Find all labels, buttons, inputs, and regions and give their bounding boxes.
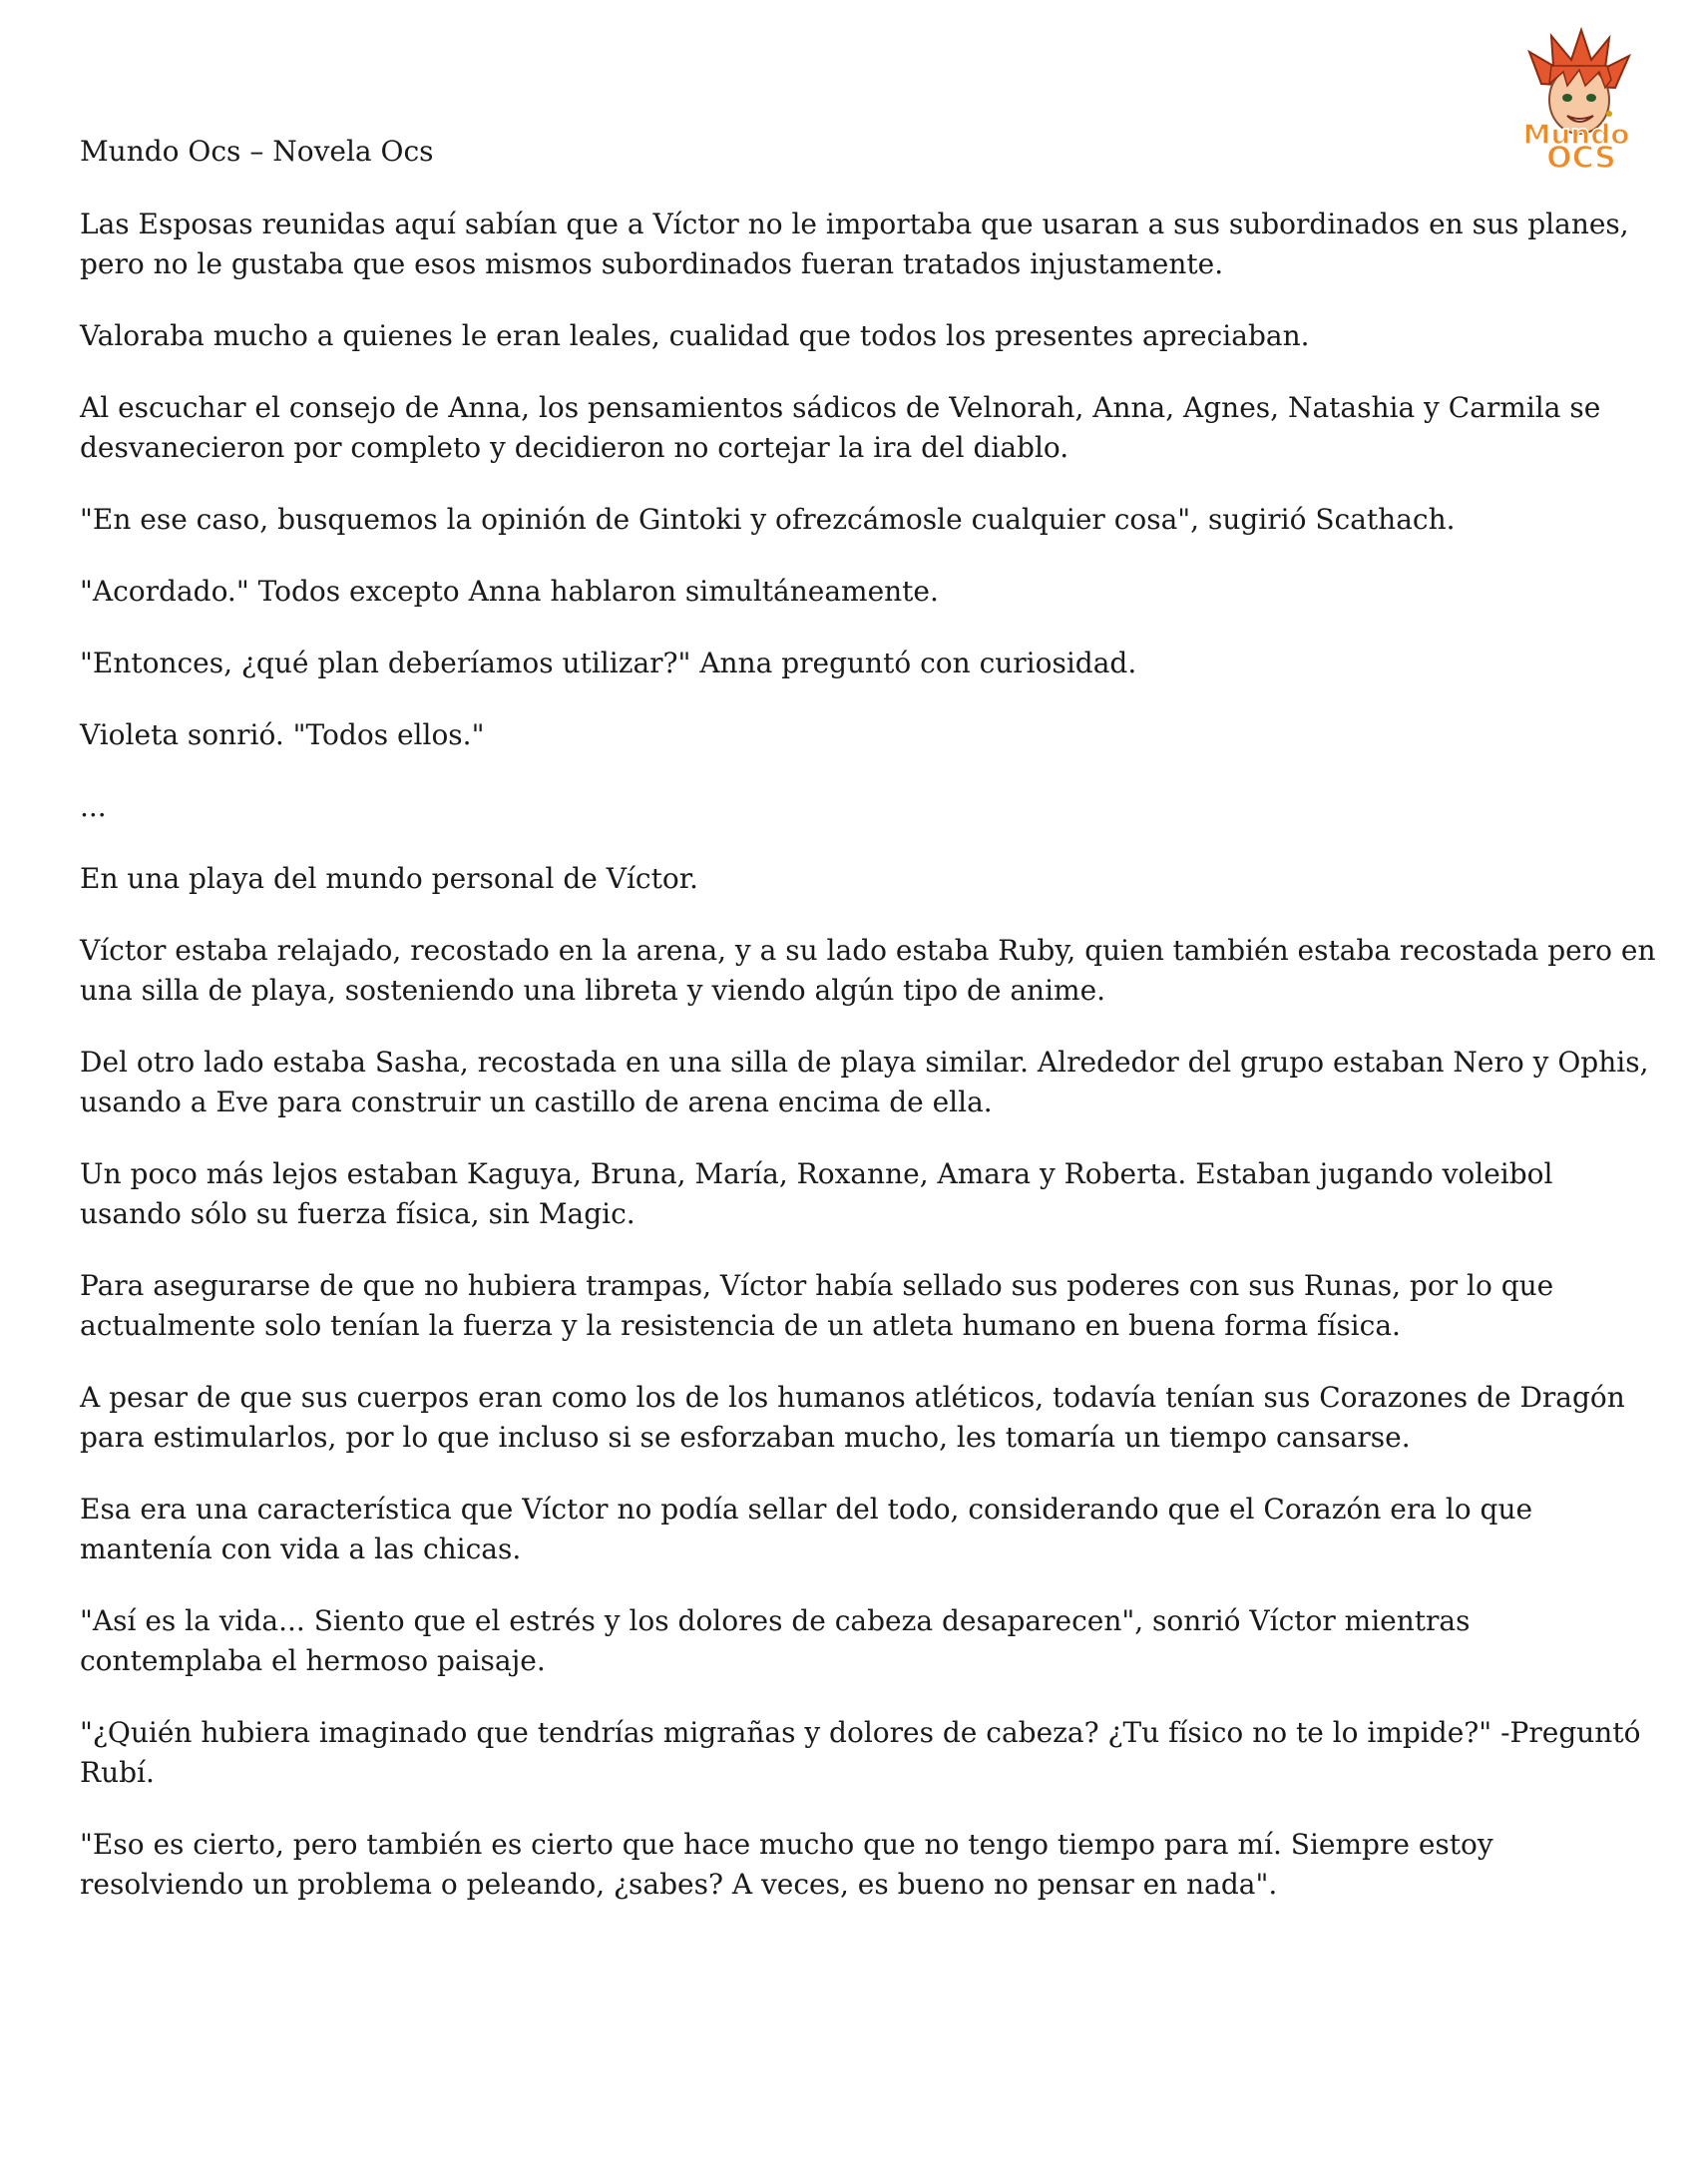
logo-word-mundo: Mundo (1522, 118, 1630, 151)
mundo-ocs-logo (1501, 22, 1651, 172)
paragraph: Esa era una característica que Víctor no podía sellar del todo, considerando que el Corazón era lo que mantenía con vida a las chicas. (80, 1493, 1533, 1565)
paragraph: Valoraba mucho a quienes le eran leales, cualidad que todos los presentes apreciaban. (80, 319, 1310, 352)
document-body (80, 205, 1656, 1937)
paragraph: "En ese caso, busquemos la opinión de Gintoki y ofrezcámosle cualquier cosa", sugirió Scathach. (80, 503, 1456, 536)
paragraph: Al escuchar el consejo de Anna, los pensamientos sádicos de Velnorah, Anna, Agnes, Natashia y Carmila se desvanecieron por completo y decidieron no cortejar la ira del diablo. (80, 391, 1601, 464)
paragraph: Las Esposas reunidas aquí sabían que a Víctor no le importaba que usaran a sus subordinados en sus planes, pero no le gustaba que esos mismos subordinados fueran tratados injustamente. (80, 208, 1629, 280)
paragraph: "Así es la vida... Siento que el estrés y los dolores de cabeza desaparecen", sonrió Víctor mientras contemplaba el hermoso paisaje. (80, 1604, 1471, 1677)
paragraph: Del otro lado estaba Sasha, recostada en una silla de playa similar. Alrededor del grupo estaban Nero y Ophis, usando a Eve para construir un castillo de arena encima de ella. (80, 1046, 1649, 1118)
paragraph-ellipsis: ... (80, 790, 107, 823)
paragraph: En una playa del mundo personal de Víctor. (80, 862, 698, 895)
page-header-title: Mundo Ocs – Novela Ocs (80, 135, 434, 168)
paragraph: "Acordado." Todos excepto Anna hablaron simultáneamente. (80, 575, 939, 608)
paragraph: "Entonces, ¿qué plan deberíamos utilizar?" Anna preguntó con curiosidad. (80, 647, 1137, 679)
logo-word-ocs: OCS (1546, 141, 1616, 172)
paragraph: "¿Quién hubiera imaginado que tendrías migrañas y dolores de cabeza? ¿Tu físico no te lo impide?" -Preguntó Rubí. (80, 1716, 1641, 1789)
paragraph: Víctor estaba relajado, recostado en la arena, y a su lado estaba Ruby, quien también estaba recostada pero en una silla de playa, sosteniendo una libreta y viendo algún tipo de anime. (80, 934, 1656, 1007)
paragraph: Violeta sonrió. "Todos ellos." (80, 718, 485, 751)
paragraph: Para asegurarse de que no hubiera trampas, Víctor había sellado sus poderes con sus Runas, por lo que actualmente solo tenían la fuerza y la resistencia de un atleta humano en buena forma física. (80, 1269, 1554, 1342)
paragraph: Un poco más lejos estaban Kaguya, Bruna, María, Roxanne, Amara y Roberta. Estaban jugando voleibol usando sólo su fuerza física, sin Magic. (80, 1157, 1553, 1230)
paragraph: "Eso es cierto, pero también es cierto que hace mucho que no tengo tiempo para mí. Siempre estoy resolviendo un problema o peleando, ¿sabes? A veces, es bueno no pensar en nada". (80, 1828, 1493, 1901)
paragraph: A pesar de que sus cuerpos eran como los de los humanos atléticos, todavía tenían sus Corazones de Dragón para estimularlos, por lo que incluso si se esforzaban mucho, les tomaría un tiempo cansarse. (80, 1381, 1625, 1454)
